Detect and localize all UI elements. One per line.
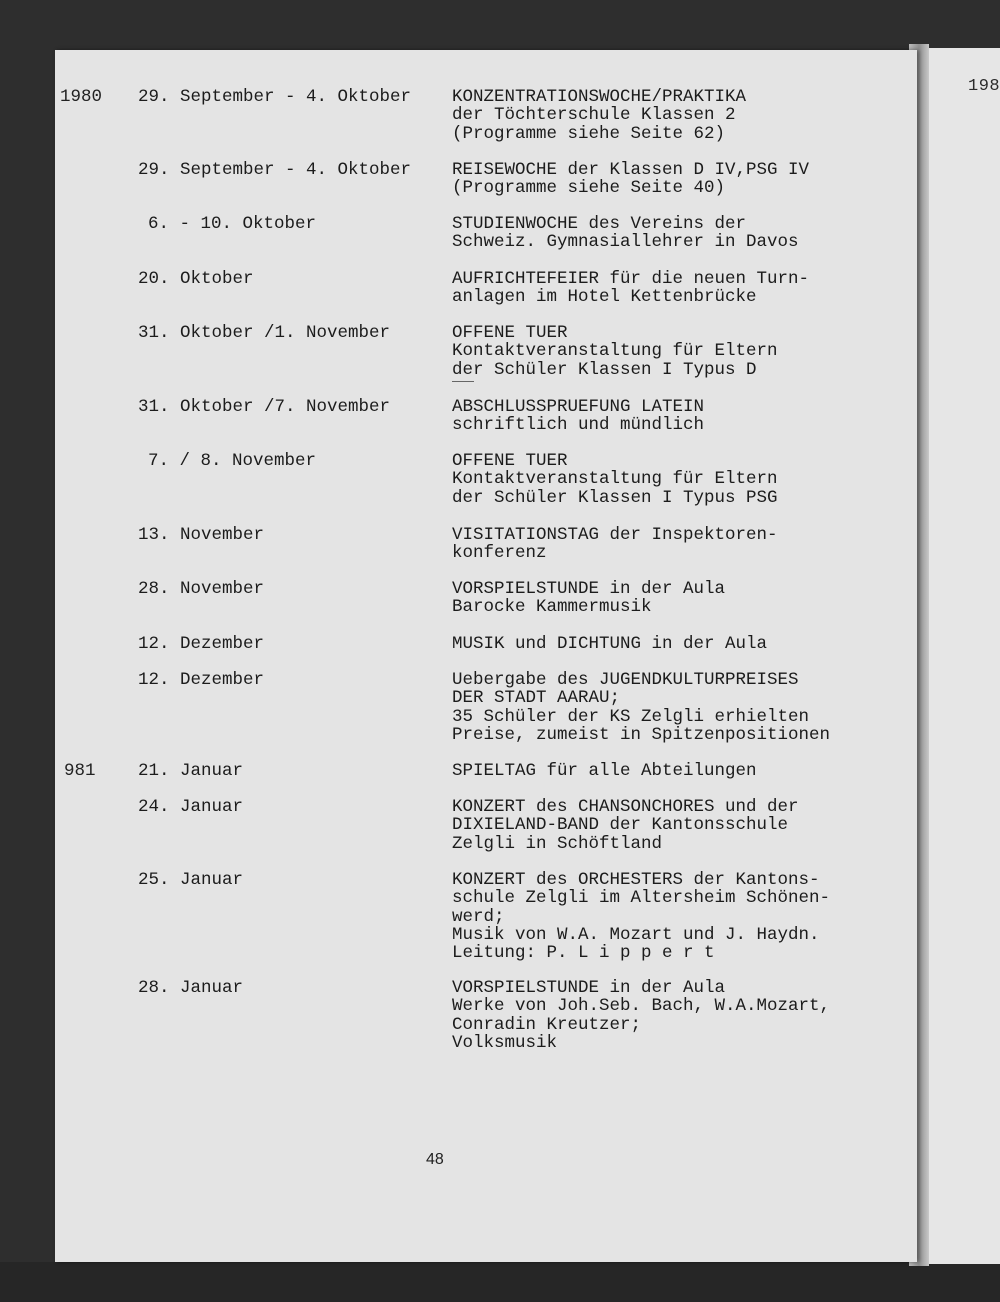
entry-date: 24. Januar <box>138 797 244 817</box>
entry-description <box>452 979 892 1052</box>
description-line: anlagen im Hotel Kettenbrücke <box>452 287 757 308</box>
description-line: VORSPIELSTUNDE in der Aula <box>452 579 726 599</box>
entry-description <box>452 635 892 653</box>
entry-description <box>452 798 892 853</box>
entry-date: 21. Januar <box>138 761 244 781</box>
entry-date: 28. Januar <box>138 978 244 998</box>
description-line: SPIELTAG für alle Abteilungen <box>452 761 757 781</box>
description-line: OFFENE TUER <box>452 323 568 343</box>
entry-description <box>452 324 892 379</box>
entry-description <box>452 671 892 744</box>
description-line: DER STADT AARAU; <box>452 688 621 709</box>
description-line: schriftlich und mündlich <box>452 415 705 436</box>
description-line: der Schüler Klassen I Typus D <box>452 359 757 380</box>
facing-page-year: 198 <box>968 77 1000 96</box>
description-line: konferenz <box>452 543 547 564</box>
description-line: Kontaktveranstaltung für Eltern <box>452 469 778 490</box>
year-label-1981: 981 <box>64 761 96 781</box>
description-line: KONZENTRATIONSWOCHE/PRAKTIKA <box>452 87 747 107</box>
entry-description <box>452 871 892 962</box>
facing-page-edge <box>926 48 1000 1264</box>
description-line: OFFENE TUER <box>452 451 568 471</box>
entry-date: 6. - 10. Oktober <box>148 214 317 234</box>
description-line: Werke von Joh.Seb. Bach, W.A.Mozart, <box>452 996 831 1017</box>
entry-date: 28. November <box>138 579 265 599</box>
entry-date: 12. Dezember <box>138 634 265 654</box>
description-line: Conradin Kreutzer; <box>452 1014 642 1035</box>
description-line: Musik von W.A. Mozart und J. Haydn. <box>452 924 820 945</box>
pencil-mark <box>452 381 474 382</box>
description-line: VORSPIELSTUNDE in der Aula <box>452 978 726 998</box>
description-line: Kontaktveranstaltung für Eltern <box>452 341 778 362</box>
description-line: schule Zelgli im Altersheim Schönen- <box>452 888 831 909</box>
entry-date: 20. Oktober <box>138 269 254 289</box>
description-line: REISEWOCHE der Klassen D IV,PSG IV <box>452 160 810 180</box>
description-line: Schweiz. Gymnasiallehrer in Davos <box>452 232 799 253</box>
description-line: Leitung: P. L i p p e r t <box>452 943 715 964</box>
entry-description <box>452 580 892 617</box>
entry-date: 25. Januar <box>138 870 244 890</box>
entry-description <box>452 270 892 307</box>
description-line: der Töchterschule Klassen 2 <box>452 105 736 126</box>
entry-description <box>452 526 892 563</box>
entry-date: 31. Oktober /7. November <box>138 397 391 417</box>
entry-description <box>452 161 892 198</box>
year-label-1980: 1980 <box>60 87 103 107</box>
description-line: STUDIENWOCHE des Vereins der <box>452 214 747 234</box>
description-line: werd; <box>452 906 505 927</box>
description-line: ABSCHLUSSPRUEFUNG LATEIN <box>452 397 705 417</box>
entry-date: 29. September - 4. Oktober <box>138 87 412 107</box>
entry-description <box>452 452 892 507</box>
description-line: der Schüler Klassen I Typus PSG <box>452 487 778 508</box>
entry-description <box>452 762 892 780</box>
description-line: Preise, zumeist in Spitzenpositionen <box>452 724 831 745</box>
description-line: Volksmusik <box>452 1032 558 1053</box>
description-line: VISITATIONSTAG der Inspektoren- <box>452 525 778 545</box>
scan-background <box>0 1262 1000 1302</box>
description-line: Uebergabe des JUGENDKULTURPREISES <box>452 670 799 690</box>
entry-date: 12. Dezember <box>138 670 265 690</box>
entry-date: 13. November <box>138 525 265 545</box>
entry-date: 7. / 8. November <box>148 451 317 471</box>
page-number: 48 <box>426 1151 444 1168</box>
description-line: KONZERT des CHANSONCHORES und der <box>452 797 799 817</box>
description-line: (Programme siehe Seite 62) <box>452 123 726 144</box>
entry-date: 31. Oktober /1. November <box>138 323 391 343</box>
description-line: Barocke Kammermusik <box>452 597 652 618</box>
entry-description <box>452 215 892 252</box>
entry-date: 29. September - 4. Oktober <box>138 160 412 180</box>
description-line: MUSIK und DICHTUNG in der Aula <box>452 634 768 654</box>
description-line: Zelgli in Schöftland <box>452 833 663 854</box>
entry-description <box>452 88 892 143</box>
description-line: KONZERT des ORCHESTERS der Kantons- <box>452 870 820 890</box>
entry-description <box>452 398 892 435</box>
description-line: 35 Schüler der KS Zelgli erhielten <box>452 706 810 727</box>
description-line: AUFRICHTEFEIER für die neuen Turn- <box>452 269 810 289</box>
description-line: DIXIELAND-BAND der Kantonsschule <box>452 815 789 836</box>
description-line: (Programme siehe Seite 40) <box>452 178 726 199</box>
